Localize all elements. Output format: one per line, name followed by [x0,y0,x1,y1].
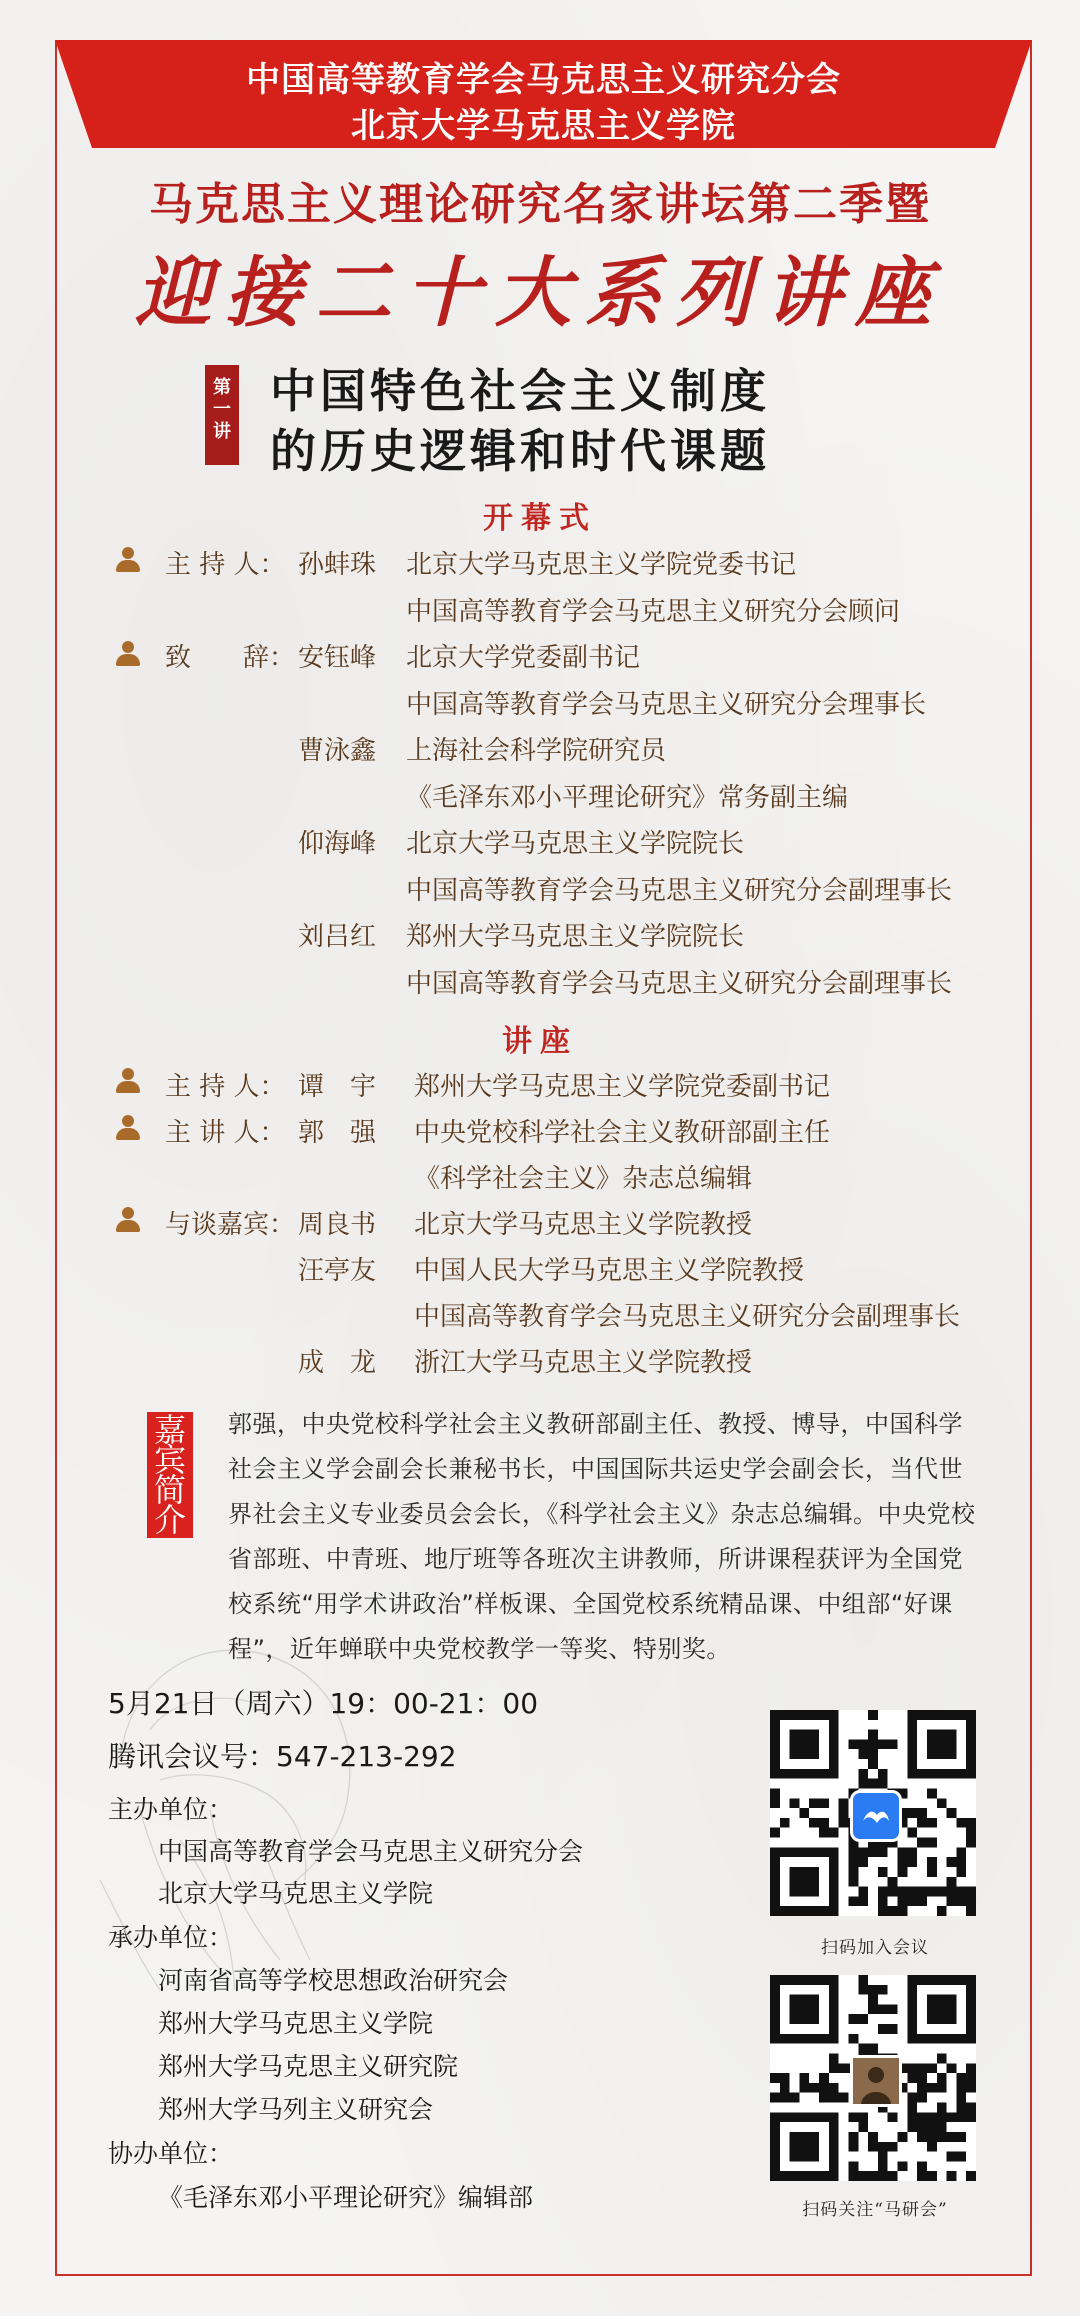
speaker-bio: 郭强，中央党校科学社会主义教研部副主任、教授、博导，中国科学社会主义学会副会长兼秘书长，中国国际共运史学会副会长，当代世界社会主义专业委员会会长，《科学社会主义》杂志总编辑。中央党校省部班、中青班、地厅班等各班次主讲教师，所讲课程获评为全国党校系统“用学术讲政治”样板课、全国党校系统精品课、中组部“好课程”，近年蝉联中央党校教学一等奖、特别奖。 [228,1410,976,1663]
undertaker-item: 郑州大学马克思主义研究院 [158,2052,459,2081]
host-item: 中国高等教育学会马克思主义研究分会 [158,1837,584,1866]
lecture-number-badge: 第一讲 [205,365,239,465]
event-time: 5月21日（周六）19：00-21：00 [108,1687,539,1720]
header-line-2: 北京大学马克思主义学院 [351,106,736,146]
meeting-qr-caption: 扫码加入会议 [821,1938,929,1958]
opening-name: 孙蚌珠 [298,550,377,580]
opening-title: 中国高等教育学会马克思主义研究分会副理事长 [406,875,953,906]
person-icon [115,547,141,573]
lecture-title: 中国人民大学马克思主义学院教授 [414,1256,805,1286]
opening-role: 主 持 人： [165,550,286,580]
meeting-number: 腾讯会议号：547-213-292 [108,1740,457,1773]
lecture-name: 汪亭友 [298,1256,377,1286]
lecture-role: 主 讲 人： [165,1118,286,1148]
lecture-name: 成 龙 [298,1348,377,1378]
opening-title: 北京大学党委副书记 [406,643,641,673]
opening-title: 中国高等教育学会马克思主义研究分会副理事长 [406,968,953,999]
header-banner [55,40,1032,148]
lecture-title: 《科学社会主义》杂志总编辑 [414,1164,753,1194]
undertaker-item: 郑州大学马克思主义学院 [158,2009,434,2038]
undertaker-item: 郑州大学马列主义研究会 [158,2095,434,2124]
opening-title: 郑州大学马克思主义学院院长 [406,922,745,952]
co-organizer-label: 协办单位： [108,2139,234,2168]
series-subtitle: 迎接二十大系列讲座 [135,248,945,337]
lecture-heading: 讲座 [502,1024,578,1059]
series-title: 马克思主义理论研究名家讲坛第二季暨 [149,179,931,230]
opening-title: 上海社会科学院研究员 [406,736,667,766]
opening-title: 北京大学马克思主义学院党委书记 [406,550,797,580]
person-icon [115,641,141,667]
opening-name: 安钰峰 [298,643,377,673]
lecture-title: 中国高等教育学会马克思主义研究分会副理事长 [414,1302,961,1332]
opening-title: 《毛泽东邓小平理论研究》常务副主编 [406,782,849,813]
opening-title: 中国高等教育学会马克思主义研究分会顾问 [406,596,901,627]
lecture-role: 与谈嘉宾： [165,1210,296,1240]
lecture-role: 主 持 人： [165,1072,286,1102]
person-icon [115,1068,141,1094]
bio-tag: 嘉宾简介 [147,1412,193,1538]
opening-name: 曹泳鑫 [298,736,377,766]
opening-name: 刘吕红 [298,922,377,952]
opening-role: 致 辞： [165,643,296,673]
lecture-title: 北京大学马克思主义学院教授 [414,1210,753,1240]
person-icon [115,1207,141,1233]
lecture-name: 谭 宇 [298,1072,377,1102]
lecture-name: 周良书 [298,1210,377,1240]
lecture-title: 郑州大学马克思主义学院党委副书记 [414,1072,831,1102]
header-line-1: 中国高等教育学会马克思主义研究分会 [246,60,841,100]
host-label: 主办单位： [108,1795,234,1824]
lecture-title-line-2: 的历史逻辑和时代课题 [270,424,770,478]
undertaker-label: 承办单位： [108,1923,234,1952]
lecture-title: 浙江大学马克思主义学院教授 [414,1348,753,1378]
person-icon [115,1115,141,1141]
opening-heading: 开幕式 [483,501,597,536]
follow-qr-caption: 扫码关注“马研会” [802,2200,948,2220]
undertaker-item: 河南省高等学校思想政治研究会 [158,1966,509,1995]
lecture-title: 中央党校科学社会主义教研部副主任 [414,1118,831,1148]
portrait-logo-icon [850,2055,902,2107]
opening-title: 北京大学马克思主义学院院长 [406,829,745,859]
lecture-title-line-1: 中国特色社会主义制度 [270,364,770,418]
opening-title: 中国高等教育学会马克思主义研究分会理事长 [406,689,927,720]
tencent-meeting-logo-icon [850,1790,902,1842]
host-item: 北京大学马克思主义学院 [158,1879,434,1908]
opening-name: 仰海峰 [298,829,377,859]
lecture-name: 郭 强 [298,1118,377,1148]
co-organizer-item: 《毛泽东邓小平理论研究》编辑部 [158,2183,534,2212]
